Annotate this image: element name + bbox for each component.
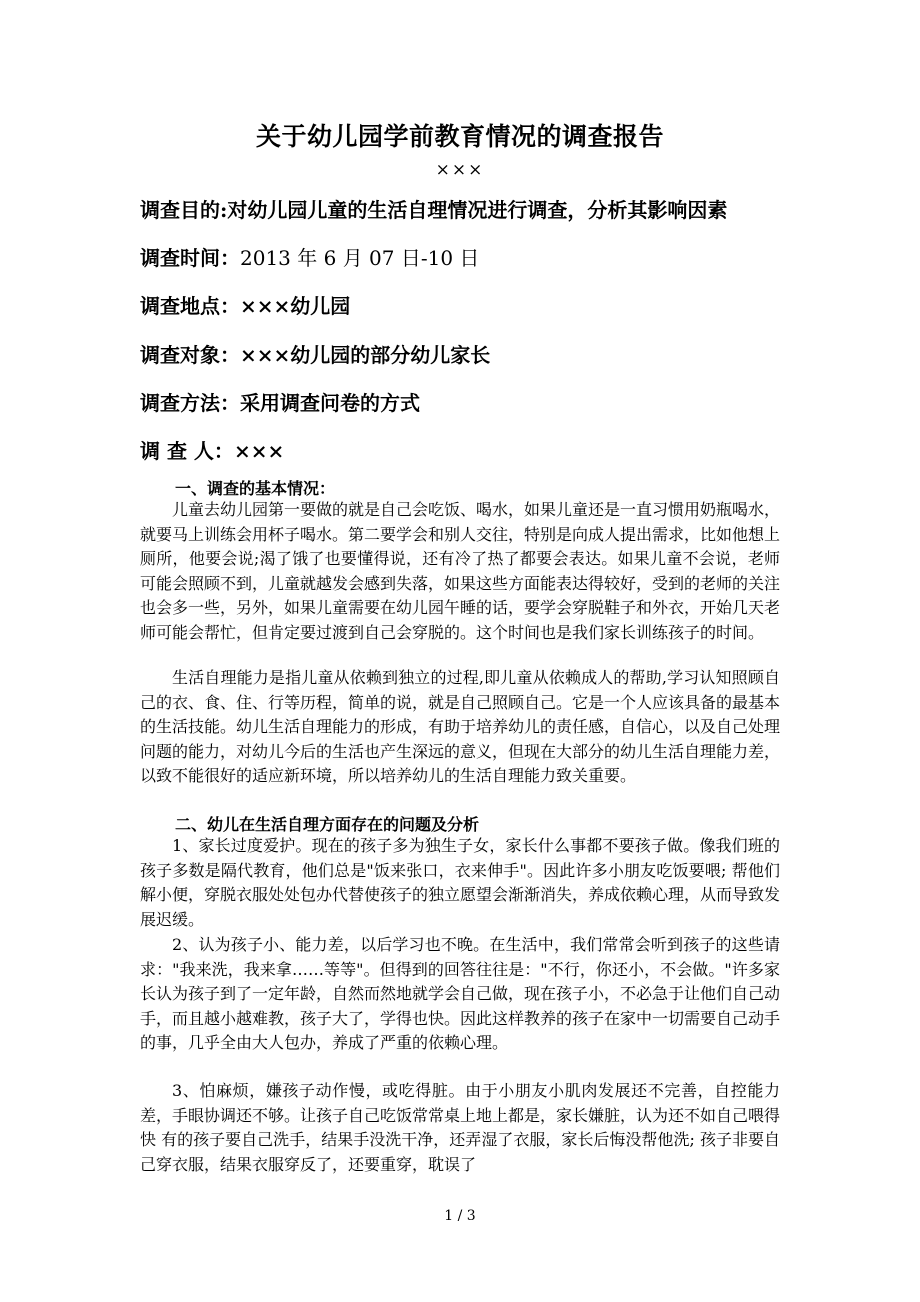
- body-paragraph: 3、怕麻烦，嫌孩子动作慢，或吃得脏。由于小朋友小肌肉发展还不完善，自控能力差，手眼协调还不够。让孩子自己吃饭常常桌上地上都是，家长嫌脏，认为还不如自己喂得快 有的孩子要自己洗手，结果手没洗干净，还弄湿了衣服，家长后悔没帮他洗; 孩子非要自己穿衣服，结果衣服穿反了，还要重穿，耽误了: [140, 1081, 781, 1174]
- page-number: 1 / 3: [444, 1208, 476, 1224]
- document-title: 关于幼儿园学前教育情况的调查报告: [255, 122, 664, 151]
- meta-label: 调查地点：: [140, 294, 240, 318]
- meta-location: [140, 290, 800, 319]
- meta-subject: [140, 339, 800, 368]
- meta-value: 2013 年 6 月 07 日-10 日: [240, 246, 480, 270]
- meta-value: ×××幼儿园的部分幼儿家长: [240, 343, 491, 367]
- meta-purpose: [140, 194, 800, 223]
- meta-value: 采用调查问卷的方式: [240, 391, 420, 415]
- section-heading: 二、幼儿在生活自理方面存在的问题及分析: [175, 815, 480, 834]
- body-paragraph: 2、认为孩子小、能力差，以后学习也不晚。在生活中，我们常常会听到孩子的这些请求："我来洗，我来拿……等等"。但得到的回答往往是："不行，你还小，不会做。"许多家长认为孩子到了一定年龄，自然而然地就学会自己做，现在孩子小，不必急于让他们自己动手，而且越小越难教，孩子大了，学得也快。因此这样教养的孩子在家中一切需要自己动手的事，几乎全由大人包办，养成了严重的依赖心理。: [140, 935, 781, 1052]
- body-paragraph: 生活自理能力是指儿童从依赖到独立的过程,即儿童从依赖成人的帮助,学习认知照顾自己的衣、食、住、行等历程，简单的说，就是自己照顾自己。它是一个人应该具备的最基本的生活技能。幼儿生活自理能力的形成，有助于培养幼儿的责任感，自信心，以及自己处理问题的能力，对幼儿今后的生活也产生深远的意义，但现在大部分的幼儿生活自理能力差，以致不能很好的适应新环境，所以培养幼儿的生活自理能力致关重要。: [140, 668, 781, 785]
- body-paragraph: 1、家长过度爱护。现在的孩子多为独生子女，家长什么事都不要孩子做。像我们班的孩子多数是隔代教育，他们总是"饭来张口，衣来伸手"。因此许多小朋友吃饭要喂; 帮他们解小便，穿脱衣服处处包办代替使孩子的独立愿望会渐渐消失，养成依赖心理，从而导致发展迟缓。: [140, 836, 781, 929]
- meta-method: [140, 387, 800, 416]
- body-paragraph: 儿童去幼儿园第一要做的就是自己会吃饭、喝水，如果儿童还是一直习惯用奶瓶喝水，就要马上训练会用杯子喝水。第二要学会和别人交往，特别是向成人提出需求，比如他想上厕所，他要会说;渴了饿了也要懂得说，还有冷了热了都要会表达。如果儿童不会说，老师可能会照顾不到，儿童就越发会感到失落，如果这些方面能表达得较好，受到的老师的关注也会多一些，另外，如果儿童需要在幼儿园午睡的话，要学会穿脱鞋子和外衣，开始几天老师可能会帮忙，但肯定要过渡到自己会穿脱的。这个时间也是我们家长训练孩子的时间。: [140, 500, 781, 642]
- section-heading: 一、调查的基本情况：: [175, 479, 336, 498]
- meta-value: 对幼儿园儿童的生活自理情况进行调查，分析其影响因素: [227, 198, 728, 222]
- meta-time: [140, 242, 800, 271]
- meta-value: ×××幼儿园: [240, 294, 351, 318]
- meta-label: 调查方法：: [140, 391, 240, 415]
- meta-investigator: [140, 435, 800, 464]
- meta-label: 调查目的:: [140, 198, 228, 222]
- meta-value: ×××: [233, 439, 285, 463]
- meta-label: 调查对象：: [140, 343, 240, 367]
- meta-label: 调查时间：: [140, 246, 240, 270]
- meta-label: 调 查 人：: [140, 439, 234, 463]
- document-author: ×××: [435, 160, 485, 180]
